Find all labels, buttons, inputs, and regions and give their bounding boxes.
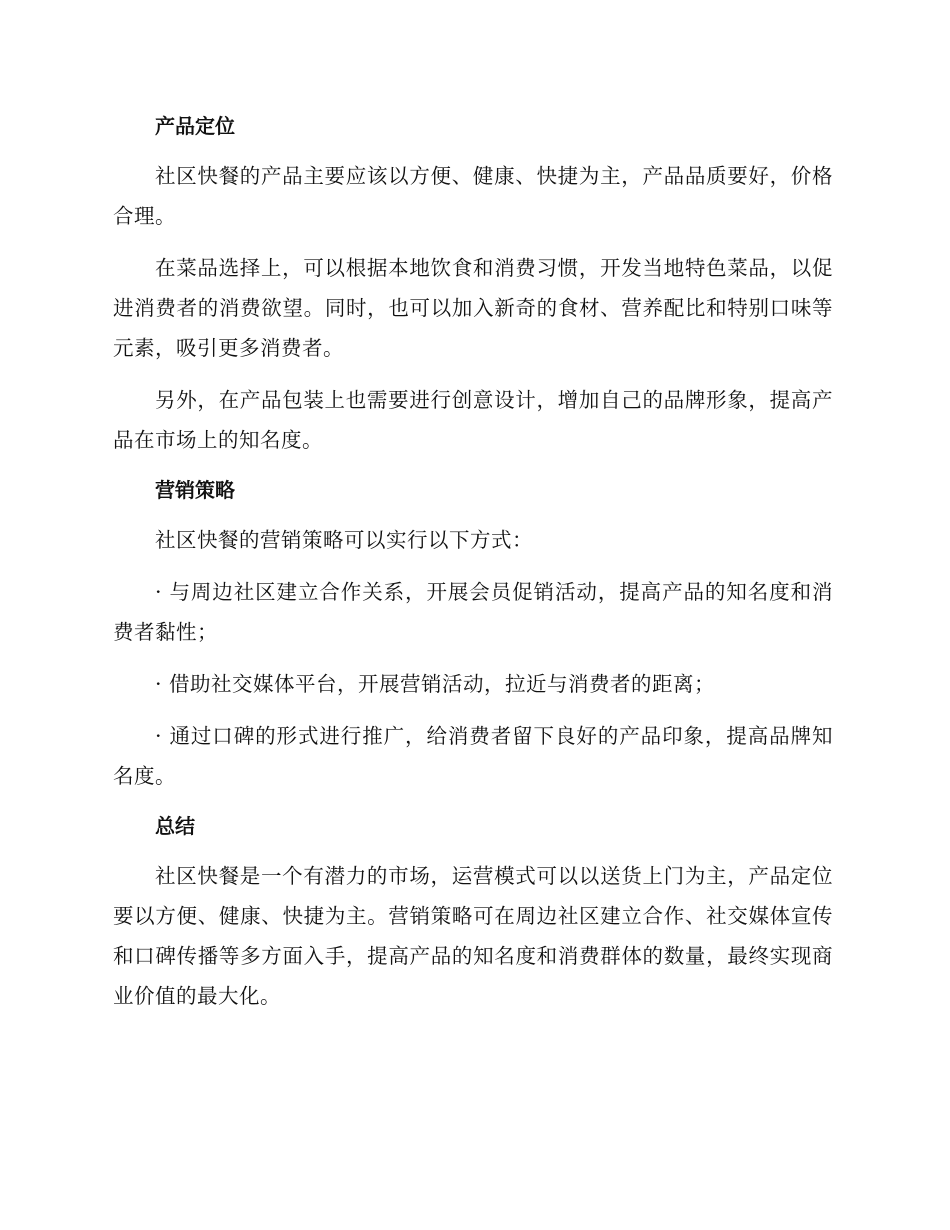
document-page [113, 108, 833, 1016]
section-heading-summary: 总结 [155, 814, 195, 838]
section-heading-marketing-strategy: 营销策略 [155, 478, 235, 502]
paragraph: 社区快餐的产品主要应该以方便、健康、快捷为主，产品品质要好，价格合理。 [113, 164, 833, 228]
bullet-item: · 通过口碑的形式进行推广，给消费者留下良好的产品印象，提高品牌知名度。 [113, 724, 833, 788]
bullet-item: · 与周边社区建立合作关系，开展会员促销活动，提高产品的知名度和消费者黏性； [113, 580, 833, 644]
bullet-item: · 借助社交媒体平台，开展营销活动，拉近与消费者的距离； [155, 672, 716, 696]
paragraph: 另外，在产品包装上也需要进行创意设计，增加自己的品牌形象，提高产品在市场上的知名度。 [113, 388, 833, 452]
paragraph: 社区快餐是一个有潜力的市场，运营模式可以以送货上门为主，产品定位要以方便、健康、快捷为主。营销策略可在周边社区建立合作、社交媒体宣传和口碑传播等多方面入手，提高产品的知名度和消费群体的数量，最终实现商业价值的最大化。 [113, 864, 833, 1008]
paragraph: 在菜品选择上，可以根据本地饮食和消费习惯，开发当地特色菜品，以促进消费者的消费欲望。同时，也可以加入新奇的食材、营养配比和特别口味等元素，吸引更多消费者。 [113, 256, 833, 360]
section-heading-product-positioning: 产品定位 [155, 114, 235, 138]
paragraph: 社区快餐的营销策略可以实行以下方式： [155, 528, 533, 552]
